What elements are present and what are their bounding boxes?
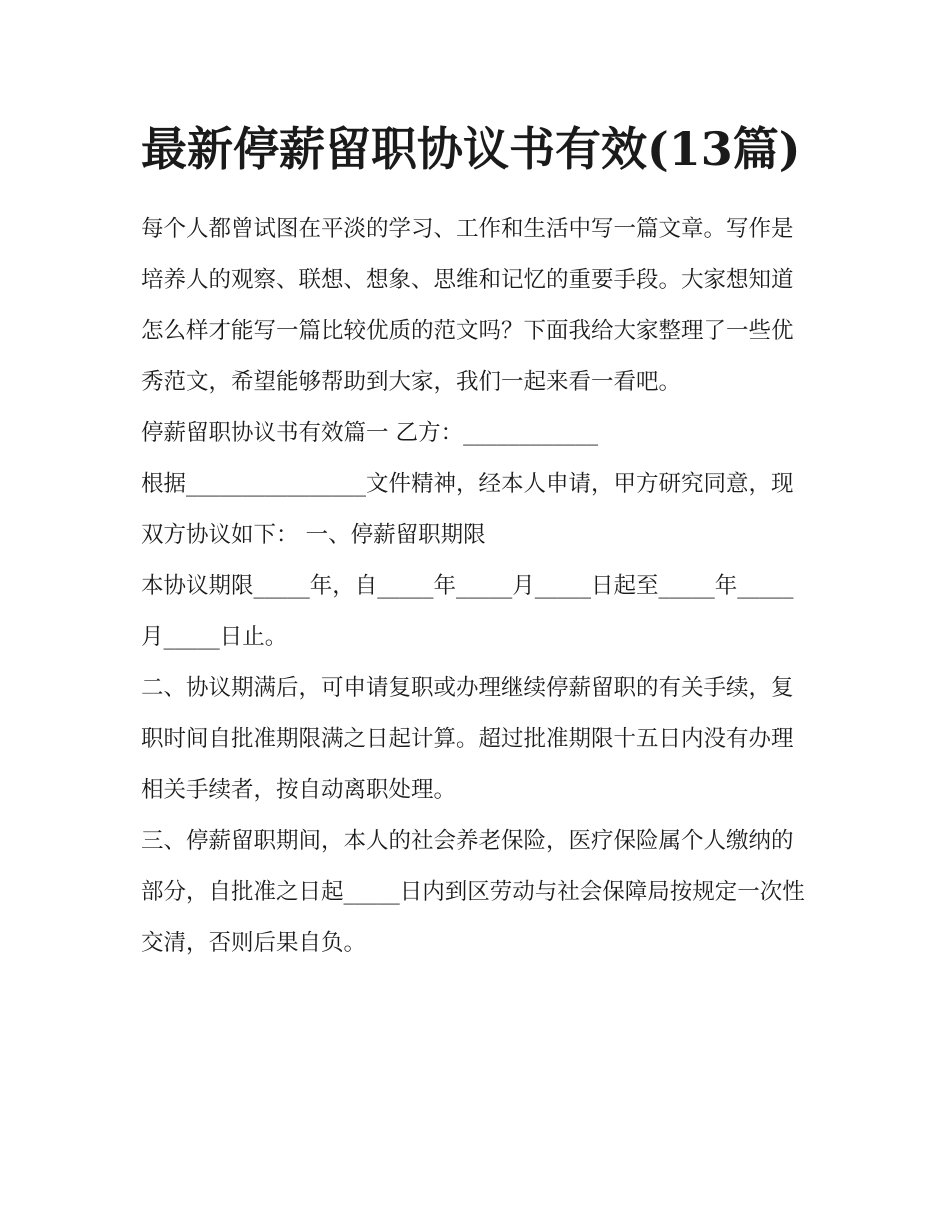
document-body bbox=[141, 204, 813, 969]
section-1-agreement-paragraph: 根据________________文件精神，经本人申请，甲方研究同意，现双方协议如下： 一、停薪留职期限 bbox=[141, 471, 794, 548]
clause-1-term-paragraph: 本协议期限_____年，自_____年_____月_____日起至_____年_____月_____日止。 bbox=[141, 573, 794, 650]
section-1-heading-line: 停薪留职协议书有效篇一 乙方：____________ bbox=[141, 420, 599, 446]
document-title: 最新停薪留职协议书有效(13篇) bbox=[141, 122, 801, 176]
clause-3-paragraph: 三、停薪留职期间，本人的社会养老保险，医疗保险属个人缴纳的部分，自批准之日起_____日内到区劳动与社会保障局按规定一次性交清，否则后果自负。 bbox=[141, 828, 805, 956]
document-page bbox=[141, 110, 813, 969]
intro-paragraph: 每个人都曾试图在平淡的学习、工作和生活中写一篇文章。写作是培养人的观察、联想、想象、思维和记忆的重要手段。大家想知道怎么样才能写一篇比较优质的范文吗？下面我给大家整理了一些优秀范文，希望能够帮助到大家，我们一起来看一看吧。 bbox=[141, 216, 794, 395]
clause-2-paragraph: 二、协议期满后，可申请复职或办理继续停薪留职的有关手续，复职时间自批准期限满之日起计算。超过批准期限十五日内没有办理相关手续者，按自动离职处理。 bbox=[141, 675, 794, 803]
